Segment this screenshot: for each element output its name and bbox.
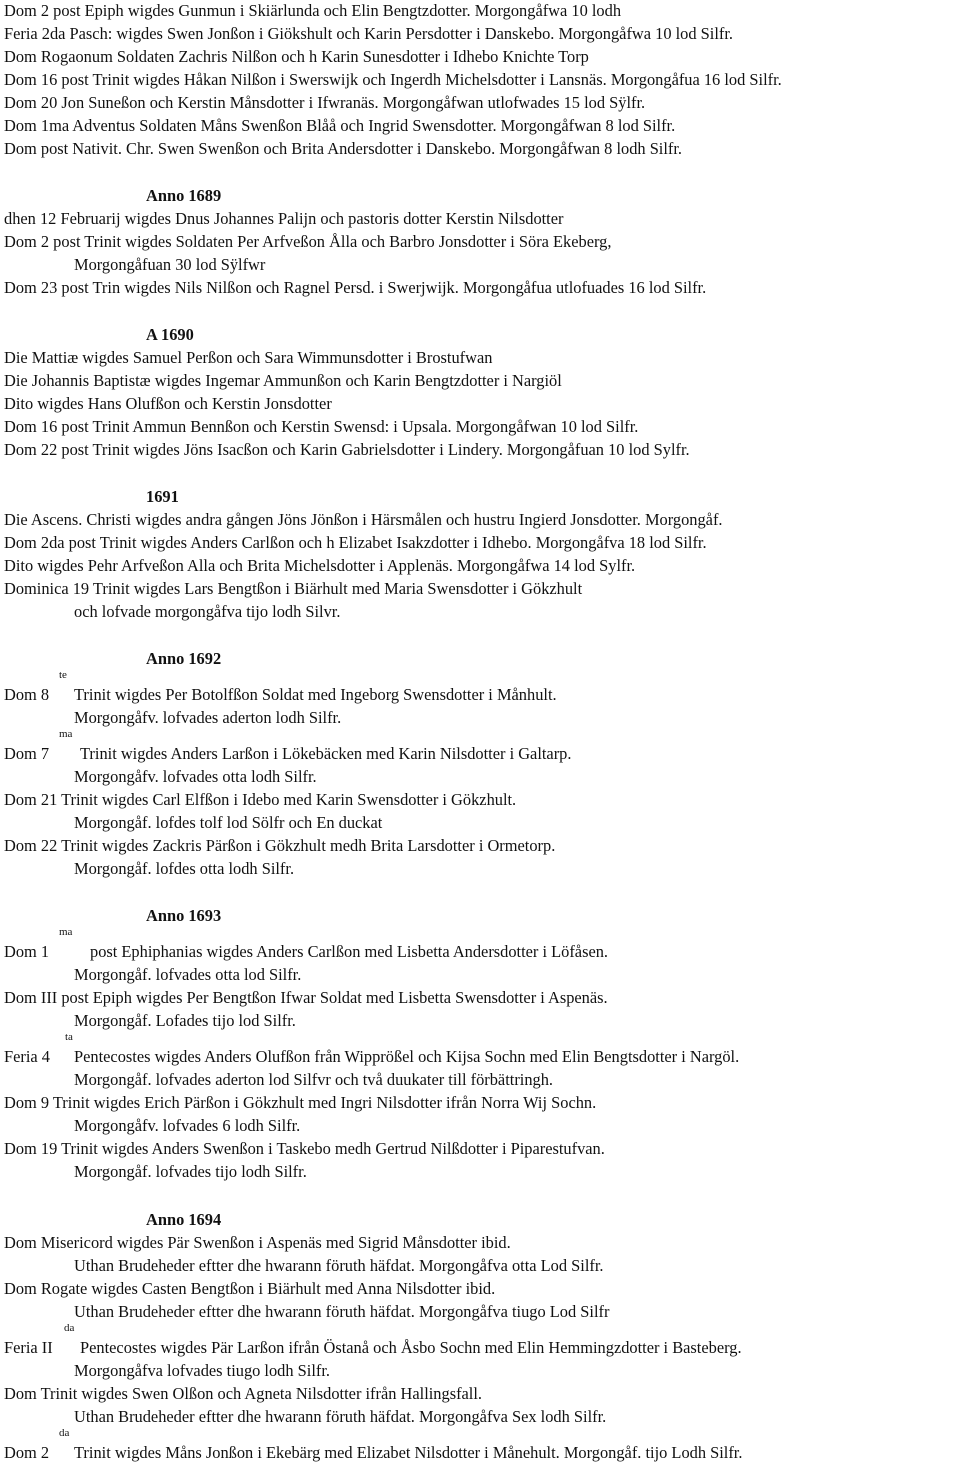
- year-heading: Anno 1689: [146, 186, 222, 205]
- year-heading: Anno 1692: [146, 649, 222, 668]
- ordinal-superscript: ta: [65, 1031, 73, 1043]
- morgongava-line: Morgongåf. lofdes otta lodh Silfr.: [74, 859, 295, 878]
- entry-date: Dom 1: [4, 942, 50, 961]
- entry-text: Trinit wigdes Anders Larßon i Lökebäcken med Karin Nilsdotter i Galtarp.: [80, 744, 572, 763]
- entry-line: Die Johannis Baptistæ wigdes Ingemar Ammunßon och Karin Bengtzdotter i Nargiöl: [4, 371, 562, 390]
- morgongava-line: Uthan Brudeheder eftter dhe hwarann föruth häfdat. Morgongåfva Sex lodh Silfr.: [74, 1407, 607, 1426]
- ordinal-superscript: te: [59, 669, 67, 681]
- year-heading: Anno 1694: [146, 1210, 222, 1229]
- entry-text: Trinit wigdes Måns Jonßon i Ekebärg med Elizabet Nilsdotter i Månehult. Morgongåf. tijo Lodh Silfr.: [74, 1443, 743, 1462]
- morgongava-line: Morgongåfv. lofvades aderton lodh Silfr.: [74, 708, 342, 727]
- entry-date: Feria II: [4, 1338, 53, 1357]
- entry-line: Dom Rogate wigdes Casten Bengtßon i Biärhult med Anna Nilsdotter ibid.: [4, 1279, 496, 1298]
- entry-line: Die Ascens. Christi wigdes andra gången Jöns Jönßon i Härsmålen och hustru Ingierd Jonsdotter. Morgongåf.: [4, 510, 723, 529]
- entry-line: Dom 23 post Trin wigdes Nils Nilßon och Ragnel Persd. i Swerjwijk. Morgongåfua utlofuades 16 lod Silfr.: [4, 278, 707, 297]
- entry-line: Dito wigdes Pehr Arfveßon Alla och Brita Michelsdotter i Applenäs. Morgongåfwa 14 lod Sylfr.: [4, 556, 636, 575]
- entry-line: Die Mattiæ wigdes Samuel Perßon och Sara Wimmunsdotter i Brostufwan: [4, 348, 493, 367]
- morgongava-line: Morgongåf. lofvades tijo lodh Silfr.: [74, 1162, 307, 1181]
- entry-line: Dom Misericord wigdes Pär Swenßon i Aspenäs med Sigrid Månsdotter ibid.: [4, 1233, 511, 1252]
- morgongava-line: Morgongåf. lofvades aderton lod Silfvr och två duukater till förbättringh.: [74, 1070, 554, 1089]
- ordinal-superscript: da: [59, 1427, 70, 1439]
- entry-line: Dom 20 Jon Suneßon och Kerstin Månsdotter i Ifwranäs. Morgongåfwan utlofwades 15 lod Sÿlfr.: [4, 93, 646, 112]
- morgongava-line: Uthan Brudeheder eftter dhe hwarann föruth häfdat. Morgongåfva otta Lod Silfr.: [74, 1256, 604, 1275]
- entry-line: Dom III post Epiph wigdes Per Bengtßon Ifwar Soldat med Lisbetta Swensdotter i Aspenäs.: [4, 988, 608, 1007]
- morgongava-line: Morgongåf. lofvades otta lod Silfr.: [74, 965, 302, 984]
- entry-date: Dom 2: [4, 1443, 50, 1462]
- morgongava-line: Morgongåfuan 30 lod Sÿlfwr: [74, 255, 266, 274]
- entry-line: Dom 19 Trinit wigdes Anders Swenßon i Taskebo medh Gertrud Nilßdotter i Piparestufvan.: [4, 1139, 605, 1158]
- ordinal-superscript: ma: [59, 926, 73, 938]
- entry-line: Dom 21 Trinit wigdes Carl Elfßon i Idebo med Karin Swensdotter i Gökzhult.: [4, 790, 517, 809]
- morgongava-line: Morgongåfva lofvades tiugo lodh Silfr.: [74, 1361, 330, 1380]
- entry-line: Dominica 19 Trinit wigdes Lars Bengtßon i Biärhult med Maria Swensdotter i Gökzhult: [4, 579, 583, 598]
- entry-text: post Ephiphanias wigdes Anders Carlßon med Lisbetta Andersdotter i Löfåsen.: [90, 942, 609, 961]
- entry-line: Dom 22 post Trinit wigdes Jöns Isacßon och Karin Gabrielsdotter i Lindery. Morgongåfuan 10 lod Sylfr.: [4, 440, 690, 459]
- entry-text: Pentecostes wigdes Anders Olufßon från Wipprößel och Kijsa Sochn med Elin Bengtsdotter i Nargöl.: [74, 1047, 740, 1066]
- morgongava-line: Morgongåf. Lofades tijo lod Silfr.: [74, 1011, 296, 1030]
- entry-text: Pentecostes wigdes Pär Larßon ifrån Östanå och Åsbo Sochn med Elin Hemmingzdotter i Basteberg.: [80, 1338, 742, 1357]
- entry-line: Dom 2 post Trinit wigdes Soldaten Per Arfveßon Ålla och Barbro Jonsdotter i Söra Ekeberg,: [4, 232, 612, 251]
- entry-date: Dom 8: [4, 685, 50, 704]
- entry-line: Dom 1ma Adventus Soldaten Måns Swenßon Blåå och Ingrid Swensdotter. Morgongåfwan 8 lod Silfr.: [4, 116, 676, 135]
- entry-line: Dom post Nativit. Chr. Swen Swenßon och Brita Andersdotter i Danskebo. Morgongåfwan 8 lodh Silfr.: [4, 139, 683, 158]
- morgongava-line: och lofvade morgongåfva tijo lodh Silvr.: [74, 602, 341, 621]
- entry-line: Dom 16 post Trinit wigdes Håkan Nilßon i Swerswijk och Ingerdh Michelsdotter i Lansnäs. Morgongåfua 16 lod Silfr.: [4, 70, 782, 89]
- entry-line: Dom Trinit wigdes Swen Olßon och Agneta Nilsdotter ifrån Hallingsfall.: [4, 1384, 483, 1403]
- entry-line: Dom 9 Trinit wigdes Erich Pärßon i Gökzhult med Ingri Nilsdotter ifrån Norra Wij Sochn.: [4, 1093, 597, 1112]
- morgongava-line: Morgongåfv. lofvades otta lodh Silfr.: [74, 767, 317, 786]
- year-heading: 1691: [146, 487, 179, 506]
- morgongava-line: Morgongåfv. lofvades 6 lodh Silfr.: [74, 1116, 301, 1135]
- entry-line: Dom 22 Trinit wigdes Zackris Pärßon i Gökzhult medh Brita Larsdotter i Ormetorp.: [4, 836, 556, 855]
- entry-text: Trinit wigdes Per Botolfßon Soldat med Ingeborg Swensdotter i Månhult.: [74, 685, 557, 704]
- entry-line: Dito wigdes Hans Olufßon och Kerstin Jonsdotter: [4, 394, 332, 413]
- morgongava-line: Morgongåf. lofdes tolf lod Sölfr och En duckat: [74, 813, 383, 832]
- entry-line: Feria 2da Pasch: wigdes Swen Jonßon i Giökshult och Karin Persdotter i Danskebo. Morgongåfwa 10 lod Silfr.: [4, 24, 733, 43]
- ordinal-superscript: ma: [59, 728, 73, 740]
- entry-line: dhen 12 Februarij wigdes Dnus Johannes Palijn och pastoris dotter Kerstin Nilsdotter: [4, 209, 564, 228]
- ordinal-superscript: da: [64, 1322, 75, 1334]
- entry-date: Feria 4: [4, 1047, 50, 1066]
- year-heading: A 1690: [146, 325, 194, 344]
- entry-line: Dom 2da post Trinit wigdes Anders Carlßon och h Elizabet Isakzdotter i Idhebo. Morgongåfva 18 lod Silfr.: [4, 533, 707, 552]
- entry-line: Dom 2 post Epiph wigdes Gunmun i Skiärlunda och Elin Bengtzdotter. Morgongåfwa 10 lodh: [4, 1, 622, 20]
- year-heading: Anno 1693: [146, 906, 222, 925]
- morgongava-line: Uthan Brudeheder eftter dhe hwarann föruth häfdat. Morgongåfva tiugo Lod Silfr: [74, 1302, 610, 1321]
- entry-line: Dom Rogaonum Soldaten Zachris Nilßon och h Karin Sunesdotter i Idhebo Knichte Torp: [4, 47, 589, 66]
- entry-line: Dom 16 post Trinit Ammun Bennßon och Kerstin Swensd: i Upsala. Morgongåfwan 10 lod Silfr.: [4, 417, 639, 436]
- entry-date: Dom 7: [4, 744, 50, 763]
